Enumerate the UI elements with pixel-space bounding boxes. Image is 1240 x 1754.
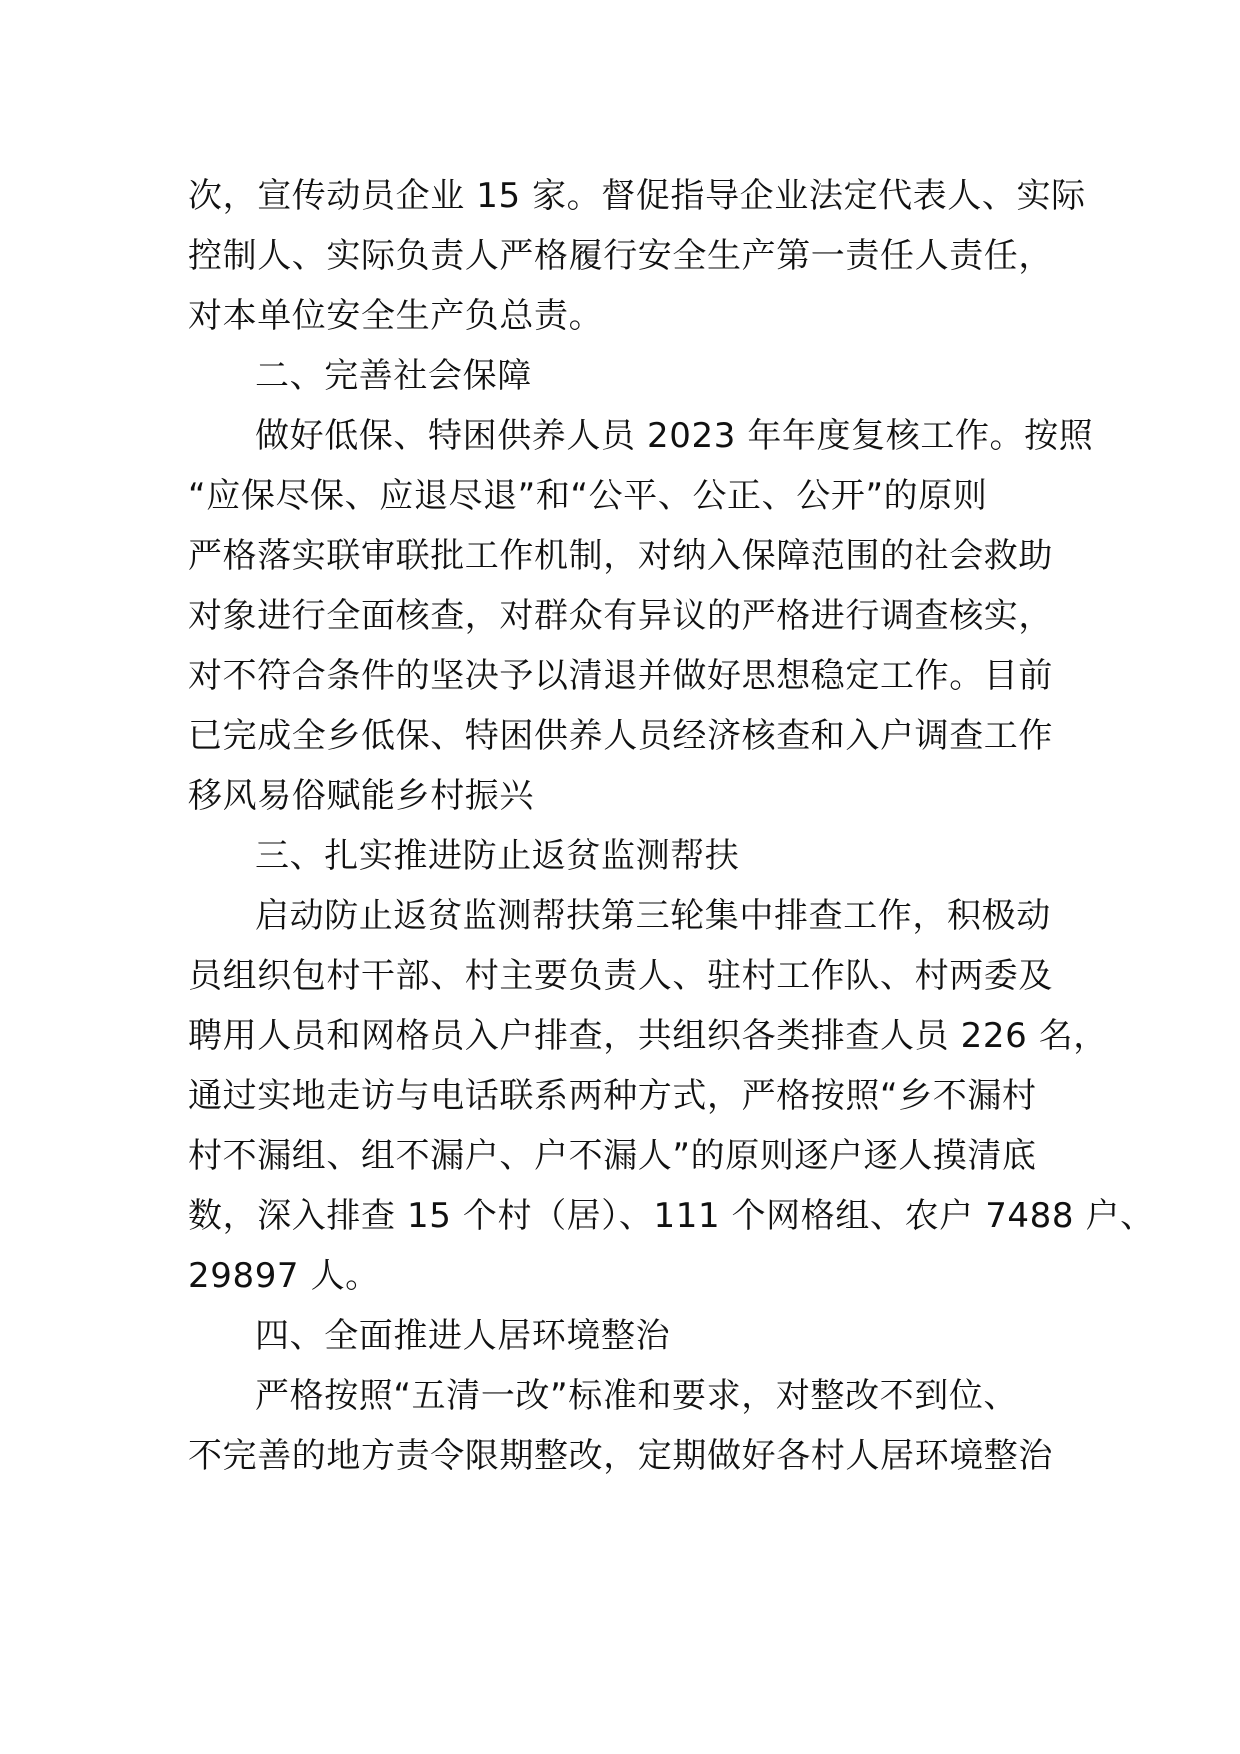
text-line: 村不漏组、组不漏户、户不漏人”的原则逐户逐人摸清底 <box>188 1136 1037 1176</box>
section-heading: 四、全面推进人居环境整治 <box>255 1316 671 1356</box>
text-line: 做好低保、特困供养人员 2023 年年度复核工作。按照 <box>255 416 1094 456</box>
text-line: 严格落实联审联批工作机制，对纳入保障范围的社会救助 <box>188 536 1053 576</box>
text-line: 严格按照“五清一改”标准和要求，对整改不到位、 <box>255 1376 1019 1416</box>
text-line: 次，宣传动员企业 15 家。督促指导企业法定代表人、实际 <box>188 176 1086 216</box>
section-heading: 二、完善社会保障 <box>255 356 532 396</box>
text-line: 对不符合条件的坚决予以清退并做好思想稳定工作。目前 <box>188 656 1053 696</box>
text-line: “应保尽保、应退尽退”和“公平、公正、公开”的原则 <box>188 476 988 516</box>
text-line: 聘用人员和网格员入户排查，共组织各类排查人员 226 名， <box>188 1016 1108 1056</box>
section-heading: 三、扎实推进防止返贫监测帮扶 <box>255 836 740 876</box>
text-line: 数，深入排查 15 个村（居）、111 个网格组、农户 7488 户、 <box>188 1196 1155 1236</box>
text-line: 29897 人。 <box>188 1256 380 1296</box>
text-line: 不完善的地方责令限期整改，定期做好各村人居环境整治 <box>188 1436 1053 1476</box>
text-line: 移风易俗赋能乡村振兴 <box>188 776 534 816</box>
text-line: 启动防止返贫监测帮扶第三轮集中排查工作，积极动 <box>255 896 1051 936</box>
text-line: 通过实地走访与电话联系两种方式，严格按照“乡不漏村 <box>188 1076 1037 1116</box>
text-line: 员组织包村干部、村主要负责人、驻村工作队、村两委及 <box>188 956 1053 996</box>
text-line: 已完成全乡低保、特困供养人员经济核查和入户调查工作 <box>188 716 1053 756</box>
text-line: 对本单位安全生产负总责。 <box>188 296 604 336</box>
text-line: 对象进行全面核查，对群众有异议的严格进行调查核实， <box>188 596 1053 636</box>
text-line: 控制人、实际负责人严格履行安全生产第一责任人责任， <box>188 236 1053 276</box>
